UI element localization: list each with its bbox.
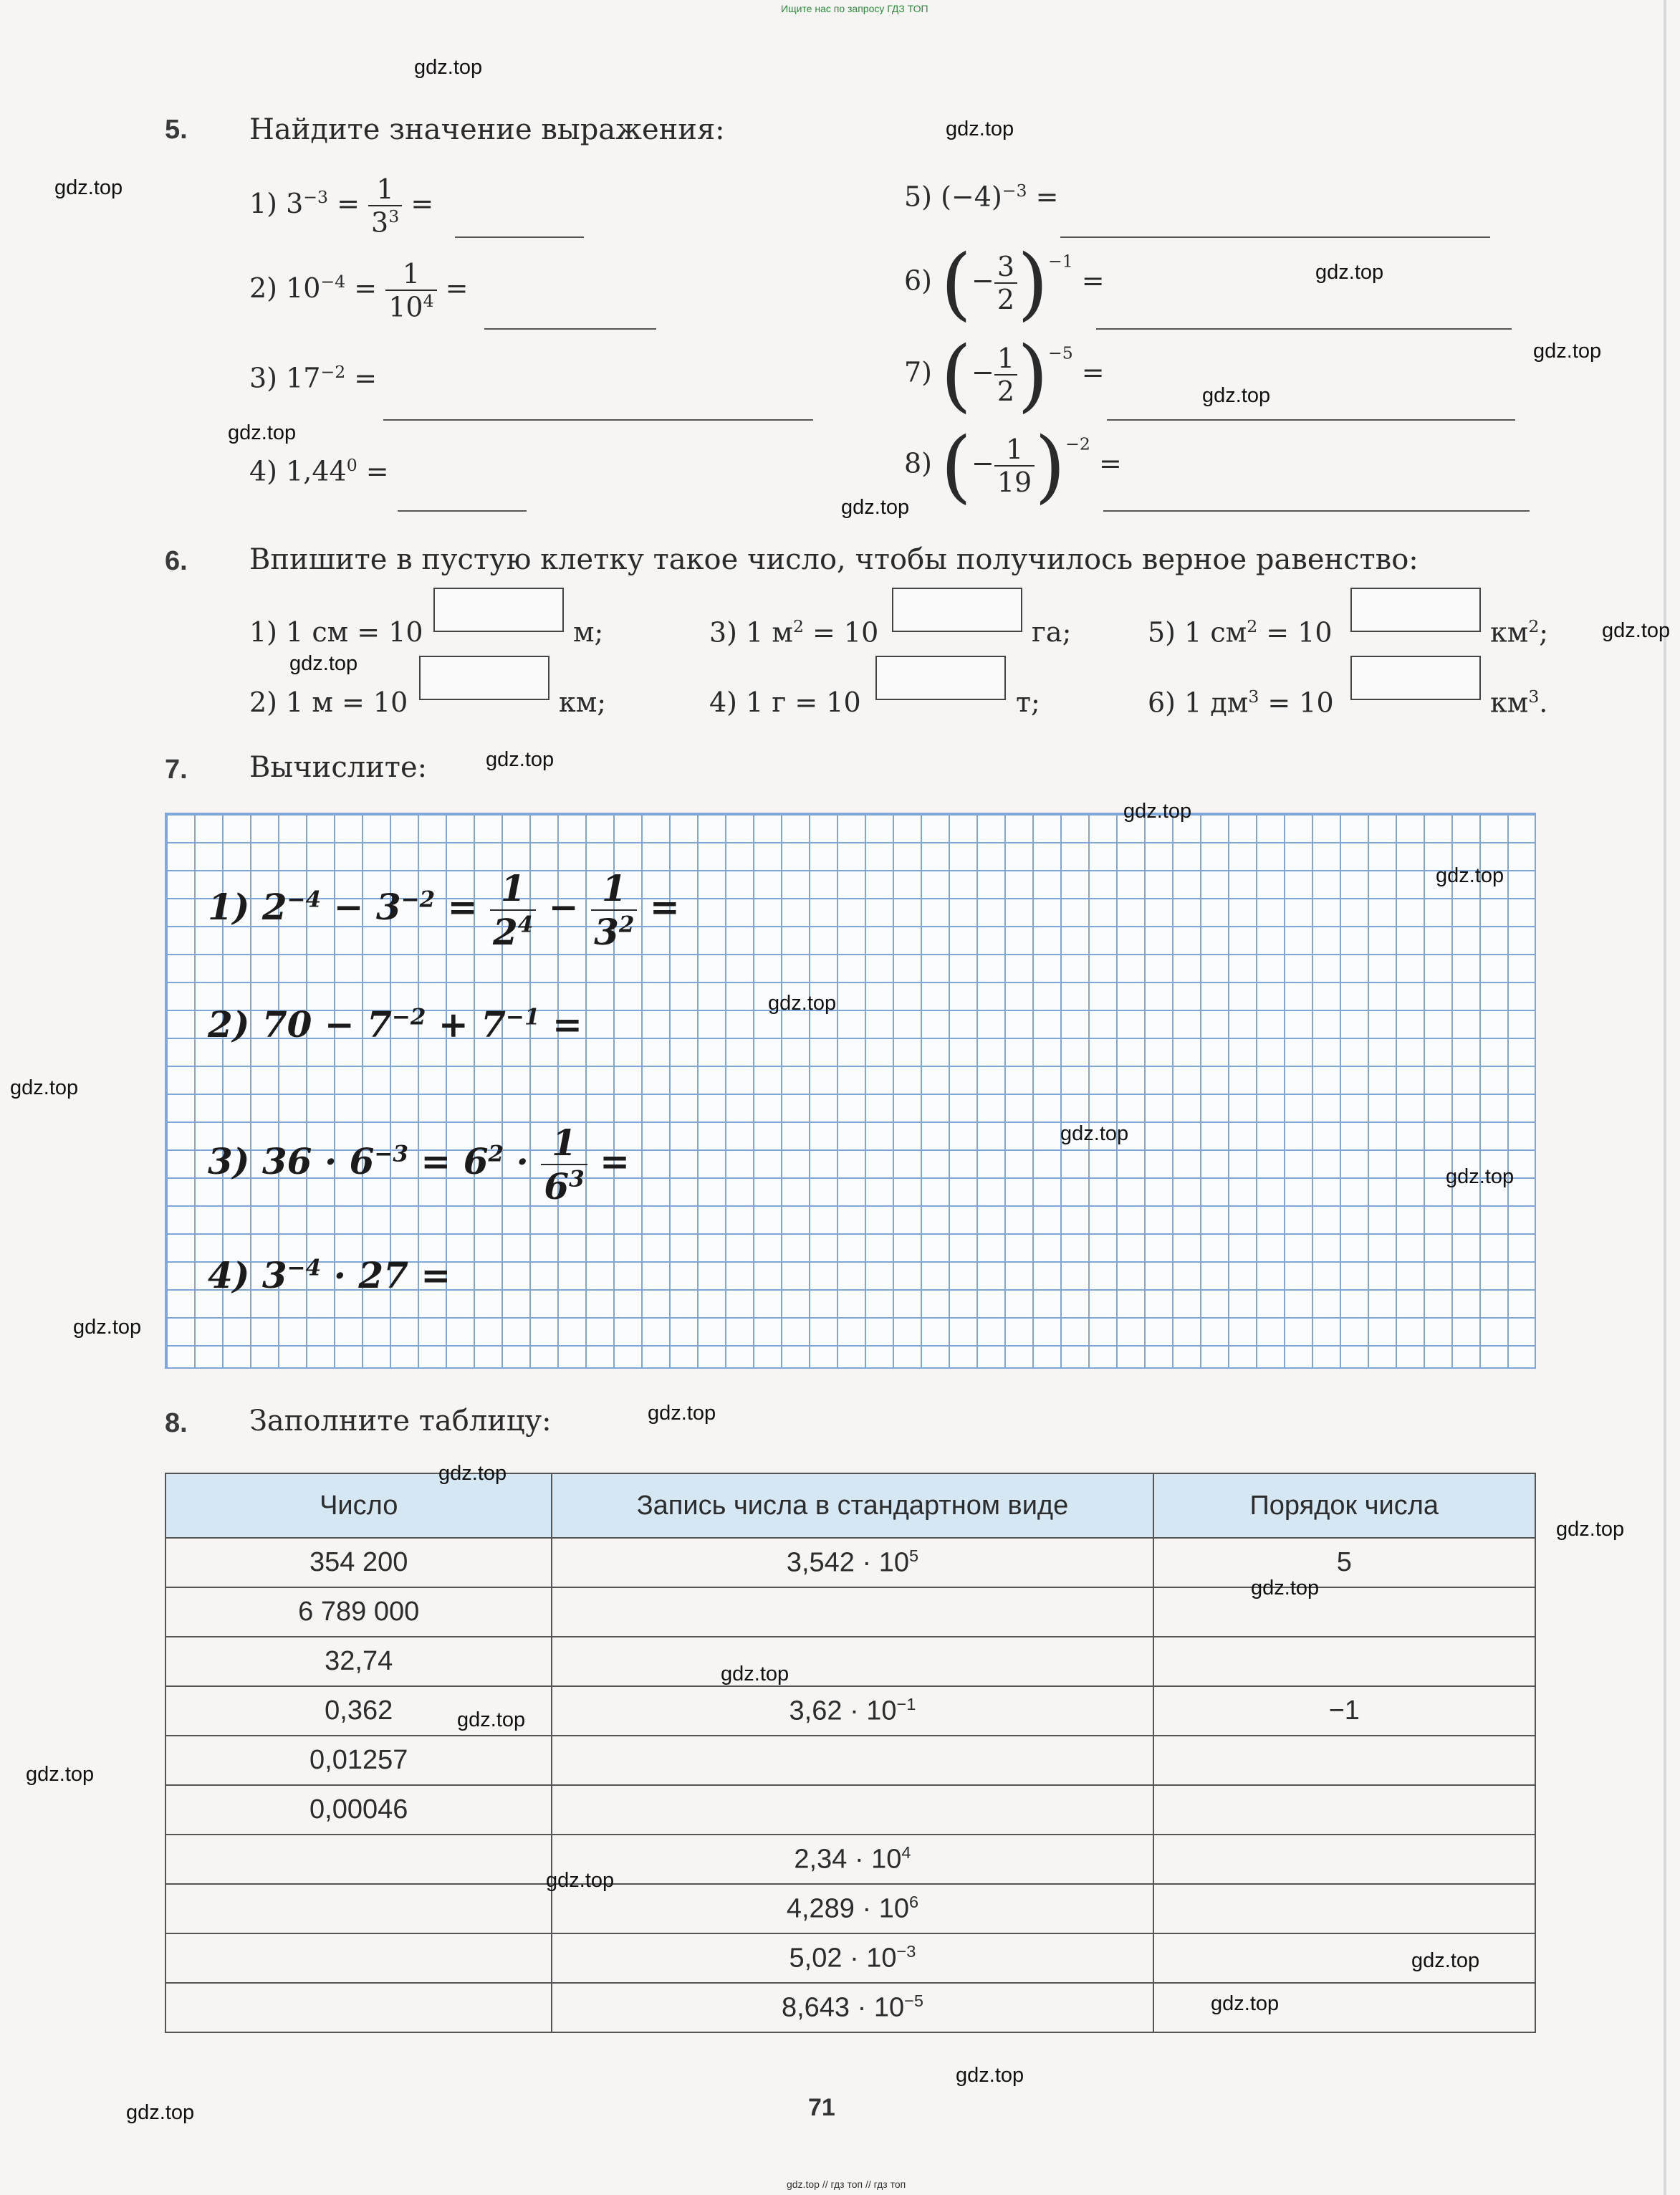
watermark: gdz.top [1446,1165,1515,1188]
cell-order[interactable] [1153,1884,1535,1933]
watermark: gdz.top [1533,340,1602,363]
task6-number: 6. [165,546,188,576]
watermark: gdz.top [1251,1577,1320,1599]
table-row [165,1933,1535,1983]
watermark: gdz.top [1556,1518,1625,1541]
task5-item-5: 5) $(-4)^{-3}$ = [904,181,1059,213]
answer-blank-5-6[interactable] [1096,328,1512,330]
cell-standard-form[interactable]: $4,289 \cdot 10^6$ [552,1884,1153,1933]
watermark: gdz.top [1202,384,1271,407]
watermark: gdz.top [26,1763,95,1786]
answer-blank-5-7[interactable] [1107,419,1515,421]
cell-number[interactable]: 6 789 000 [165,1587,552,1637]
answer-blank-5-5[interactable] [1060,236,1490,238]
watermark: gdz.top [546,1869,615,1892]
watermark: gdz.top [1211,1992,1280,2015]
task5-number: 5. [165,115,188,145]
watermark: gdz.top [1411,1949,1480,1972]
watermark: gdz.top [946,118,1014,140]
watermark: gdz.top [126,2101,195,2124]
watermark: gdz.top [1060,1122,1129,1145]
cell-standard-form[interactable]: $2,34 \cdot 10^4$ [552,1835,1153,1884]
task5-item-2: 2) $10^{-4}$ = $\frac{1}{10^4}$ = [249,258,469,323]
task6-unit-3: га; [1032,616,1072,648]
answer-blank-5-8[interactable] [1103,510,1530,512]
standard-form-table [165,1473,1536,2033]
cell-order[interactable] [1153,1587,1535,1637]
task5-item-7: 7) (− $\frac{1}{2}$ )$^{-5}$ = [904,329,1105,421]
answer-blank-5-4[interactable] [398,510,527,512]
task6-unit-2: км; [559,687,607,718]
exponent-box-6-5[interactable] [1350,588,1481,632]
watermark: gdz.top [54,176,123,199]
cell-number[interactable]: 0,01257 [165,1736,552,1785]
task6-unit-5: $км^2$; [1490,616,1549,649]
table-row [165,1736,1535,1785]
cell-number[interactable]: 0,00046 [165,1785,552,1835]
task5-item-1: 1) $3^{-3}$ = $\frac{1}{3^3}$ = [249,173,434,239]
cell-order[interactable] [1153,1637,1535,1686]
task5-item-4: 4) 1,44$^0$ = [249,455,389,487]
cell-number[interactable] [165,1884,552,1933]
watermark: gdz.top [956,2064,1024,2087]
cell-standard-form[interactable]: $8,643 \cdot 10^{-5}$ [552,1983,1153,2032]
task6-item-5: 5) 1 $см^2 = 10$ [1148,616,1333,649]
handwritten-line-1: 1) $2^{-4} - 3^{-2}$ = $\frac{1}{2^4}$ − $\frac{1}{3^2}$ = [208,867,680,953]
header-order: Порядок числа [1153,1473,1535,1538]
exponent-box-6-6[interactable] [1350,656,1481,700]
answer-blank-5-3[interactable] [383,419,813,421]
task6-unit-4: т; [1016,687,1040,718]
task6-item-2: 2) 1 м = 10 [249,687,408,718]
cell-standard-form[interactable]: $3,542 \cdot 10^5$ [552,1538,1153,1587]
task6-item-6: 6) 1 $дм^3 = 10$ [1148,687,1334,719]
task8-number: 8. [165,1408,188,1438]
cell-order[interactable] [1153,1785,1535,1835]
footer-note: gdz.top // гдз топ // гдз топ [787,2179,906,2190]
cell-standard-form[interactable]: $5,02 \cdot 10^{-3}$ [552,1933,1153,1983]
task6-item-3: 3) 1 $м^2 = 10$ [709,616,879,649]
handwritten-line-2: 2) $70 - 7^{-2} + 7^{-1}$ = [208,1003,582,1046]
table-row [165,1686,1535,1736]
table-row [165,1785,1535,1835]
cell-order[interactable] [1153,1736,1535,1785]
watermark: gdz.top [289,652,358,675]
cell-standard-form[interactable]: $3,62 \cdot 10^{-1}$ [552,1686,1153,1736]
answer-blank-5-2[interactable] [484,328,656,330]
table-row [165,1587,1535,1637]
cell-number[interactable]: 32,74 [165,1637,552,1686]
task5-title: Найдите значение выражения: [249,113,725,146]
table-row [165,1884,1535,1933]
cell-order[interactable]: −1 [1153,1686,1535,1736]
page-number: 71 [808,2094,835,2121]
task6-item-4: 4) 1 г = 10 [709,687,861,718]
task6-title: Впишите в пустую клетку такое число, чтобы получилось верное равенство: [249,543,1419,576]
watermark: gdz.top [1602,619,1671,642]
cell-standard-form[interactable] [552,1587,1153,1637]
table-row [165,1538,1535,1587]
answer-blank-5-1[interactable] [455,236,584,238]
cell-order[interactable] [1153,1835,1535,1884]
watermark: gdz.top [768,992,837,1015]
task5-item-6: 6) (− $\frac{3}{2}$ )$^{-1}$ = [904,237,1105,329]
watermark: gdz.top [228,421,297,444]
watermark: gdz.top [457,1708,526,1731]
handwritten-line-3: 3) $36 \cdot 6^{-3} = 6^2$ · $\frac{1}{6^3}$ = [208,1122,630,1208]
cell-standard-form[interactable] [552,1637,1153,1686]
task6-item-1: 1) 1 см = 10 [249,616,423,648]
task6-unit-6: $км^3$. [1490,687,1548,719]
handwritten-line-4: 4) $3^{-4} \cdot 27$ = [208,1254,451,1296]
exponent-box-6-1[interactable] [433,588,564,632]
cell-order[interactable]: 5 [1153,1538,1535,1587]
cell-standard-form[interactable] [552,1736,1153,1785]
cell-number[interactable]: 354 200 [165,1538,552,1587]
header-standard-form: Запись числа в стандартном виде [552,1473,1153,1538]
watermark: gdz.top [486,748,555,771]
table-header-row [165,1473,1535,1538]
cell-number[interactable] [165,1835,552,1884]
cell-number[interactable] [165,1983,552,2032]
header-number: Число [165,1473,552,1538]
watermark: gdz.top [1315,261,1384,284]
exponent-box-6-3[interactable] [892,588,1022,632]
watermark: gdz.top [1436,864,1504,887]
watermark: gdz.top [721,1663,789,1685]
exponent-box-6-2[interactable] [419,656,549,700]
table-row [165,1637,1535,1686]
top-note: Ищите нас по запросу ГДЗ ТОП [781,3,928,14]
page-edge [1664,0,1666,2195]
task8-title: Заполните таблицу: [249,1405,552,1438]
watermark: gdz.top [648,1402,716,1425]
task6-unit-1: м; [573,616,604,648]
task5-item-3: 3) $17^{-2}$ = [249,362,378,394]
task5-item-8: 8) (− $\frac{1}{19}$ )$^{-2}$ = [904,420,1122,512]
task7-number: 7. [165,755,188,785]
table-row [165,1835,1535,1884]
watermark: gdz.top [438,1462,507,1485]
cell-number[interactable] [165,1933,552,1983]
cell-number[interactable]: 0,362 [165,1686,552,1736]
watermark: gdz.top [841,496,910,519]
cell-standard-form[interactable] [552,1785,1153,1835]
table-row [165,1983,1535,2032]
watermark: gdz.top [414,56,483,79]
watermark: gdz.top [10,1076,79,1099]
exponent-box-6-4[interactable] [875,656,1006,700]
watermark: gdz.top [1123,800,1192,823]
watermark: gdz.top [73,1316,142,1339]
task7-title: Вычислите: [249,751,428,784]
